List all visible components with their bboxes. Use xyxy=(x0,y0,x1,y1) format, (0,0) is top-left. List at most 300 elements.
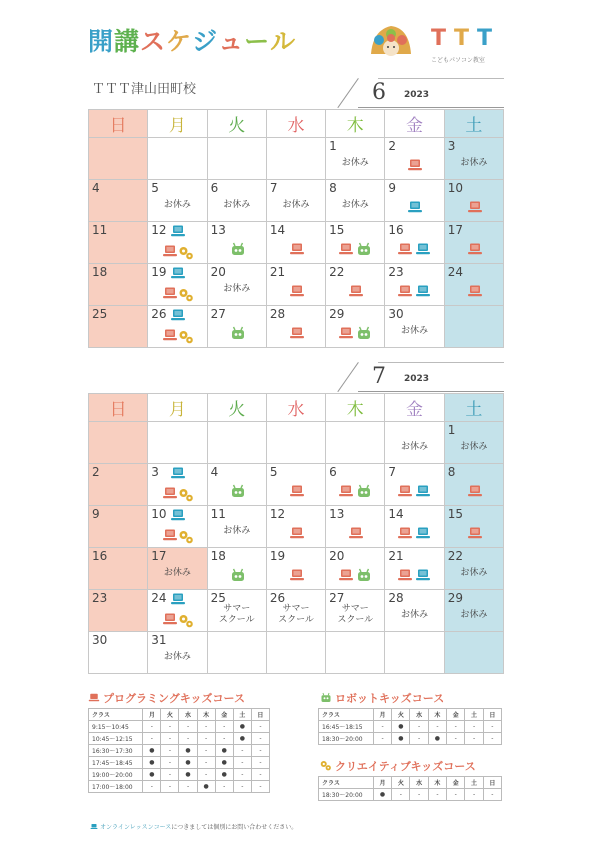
calendar-day-cell xyxy=(444,222,503,264)
day-note: お休み xyxy=(223,284,251,294)
day-number: 1 xyxy=(329,139,337,153)
legend-day-cell: ● xyxy=(428,733,446,745)
weekday-header: 金 xyxy=(385,394,444,422)
legend-time-cell: 18:30〜20:00 xyxy=(319,733,374,745)
calendar-day-cell xyxy=(89,306,148,348)
calendar-day-cell xyxy=(207,548,266,590)
day-number: 27 xyxy=(329,591,345,605)
creative-gears-icon xyxy=(178,488,194,502)
calendar-day-cell xyxy=(444,632,503,674)
robot-green-icon xyxy=(356,484,372,498)
legend-time-cell: 18:30〜20:00 xyxy=(319,789,374,801)
calendar-july xyxy=(88,393,504,674)
calendar-day-cell xyxy=(266,422,325,464)
legend-day-cell: - xyxy=(197,733,215,745)
legend-day-cell: ● xyxy=(215,745,233,757)
legend-day-cell: ● xyxy=(215,769,233,781)
prog-laptop-orange-icon xyxy=(289,526,305,540)
legend-day-cell: - xyxy=(251,733,269,745)
online-laptop-blue-icon xyxy=(407,200,423,214)
day-note: サマー スクール xyxy=(278,604,314,625)
online-laptop-blue-icon xyxy=(415,284,431,298)
day-number: 11 xyxy=(92,223,108,237)
calendar-day-cell xyxy=(266,264,325,306)
prog-laptop-orange-icon xyxy=(467,284,483,298)
legend-day-cell: - xyxy=(215,781,233,793)
robot-green-icon xyxy=(320,692,332,703)
legend-day-cell: - xyxy=(179,721,197,733)
ttt-logo xyxy=(369,20,499,66)
legend-header-cell: 月 xyxy=(373,777,391,789)
calendar-day-cell xyxy=(385,422,444,464)
day-number: 26 xyxy=(151,307,167,321)
legend-day-cell: - xyxy=(465,789,483,801)
day-number: 3 xyxy=(447,139,456,153)
legend-day-cell: ● xyxy=(143,757,161,769)
day-number: 15 xyxy=(329,223,345,237)
prog-laptop-orange-icon xyxy=(289,326,305,340)
online-laptop-blue-icon xyxy=(170,466,186,480)
legend-header-cell: 日 xyxy=(483,709,501,721)
legend-day-cell: ● xyxy=(233,733,251,745)
calendar-day-cell xyxy=(385,548,444,590)
title-char: ル xyxy=(270,27,297,56)
day-number: 22 xyxy=(447,549,463,563)
day-number: 6 xyxy=(329,465,337,479)
calendar-day-cell xyxy=(89,464,148,506)
day-note: お休み xyxy=(223,200,251,210)
day-number: 31 xyxy=(151,633,167,647)
day-number: 2 xyxy=(388,139,397,153)
prog-laptop-orange-icon xyxy=(397,526,413,540)
calendar-day-cell xyxy=(444,180,503,222)
calendar-day-cell xyxy=(207,264,266,306)
legend-day-cell: - xyxy=(161,733,179,745)
legend-header-cell: 金 xyxy=(215,709,233,721)
day-number: 14 xyxy=(388,507,404,521)
calendar-day-cell xyxy=(444,264,503,306)
calendar-june xyxy=(88,109,504,348)
calendar-day-cell xyxy=(385,306,444,348)
legend-header-cell: 土 xyxy=(233,709,251,721)
legend-header-cell: クラス xyxy=(319,777,374,789)
prog-laptop-orange-icon xyxy=(338,568,354,582)
day-number: 23 xyxy=(92,591,108,605)
day-number: 5 xyxy=(151,181,159,195)
legend-day-cell: ● xyxy=(143,745,161,757)
day-number: 21 xyxy=(269,265,286,279)
legend-header-cell: 水 xyxy=(179,709,197,721)
day-number: 13 xyxy=(210,223,226,237)
month-tab-july xyxy=(358,362,504,392)
calendar-day-cell xyxy=(326,306,385,348)
legend-day-cell: - xyxy=(143,721,161,733)
year-label: 2023 xyxy=(404,90,430,100)
calendar-day-cell xyxy=(148,590,207,632)
calendar-day-cell xyxy=(207,464,266,506)
calendar-day-cell xyxy=(266,548,325,590)
logo-subtitle: こどもパソコン教室 xyxy=(431,57,485,64)
prog-laptop-orange-icon xyxy=(289,242,305,256)
calendar-day-cell xyxy=(326,548,385,590)
prog-laptop-orange-icon xyxy=(397,242,413,256)
legend-day-cell: - xyxy=(447,733,465,745)
calendar-day-cell xyxy=(148,422,207,464)
prog-laptop-orange-icon xyxy=(338,326,354,340)
calendar-day-cell xyxy=(89,632,148,674)
day-number: 21 xyxy=(388,549,404,563)
legend-day-cell: - xyxy=(251,721,269,733)
legend-day-cell: ● xyxy=(179,745,197,757)
legend-header-cell: 水 xyxy=(410,709,428,721)
prog-laptop-orange-icon xyxy=(397,484,413,498)
page-title xyxy=(88,22,296,58)
robot-green-icon xyxy=(356,326,372,340)
calendar-day-cell xyxy=(89,422,148,464)
day-number: 3 xyxy=(151,465,159,479)
day-number: 10 xyxy=(151,507,167,521)
day-note: お休み xyxy=(401,442,429,452)
year-label: 2023 xyxy=(404,374,430,384)
calendar-day-cell xyxy=(326,632,385,674)
day-number: 17 xyxy=(447,223,463,237)
legend-header-cell: 日 xyxy=(251,709,269,721)
legend-header-cell: 土 xyxy=(465,709,483,721)
online-laptop-blue-icon xyxy=(170,308,186,322)
legend-day-cell: - xyxy=(215,733,233,745)
day-number: 5 xyxy=(269,465,278,479)
legend-header-cell: 火 xyxy=(161,709,179,721)
legend-header-cell: クラス xyxy=(89,709,143,721)
day-number: 16 xyxy=(92,549,108,563)
weekday-header: 火 xyxy=(207,394,266,422)
calendar-day-cell xyxy=(148,306,207,348)
legend-day-cell: - xyxy=(373,733,391,745)
day-number: 28 xyxy=(269,307,286,321)
calendar-day-cell xyxy=(89,506,148,548)
legend-time-cell: 16:45〜18:15 xyxy=(319,721,374,733)
legend-day-cell: ● xyxy=(215,757,233,769)
title-char: ケ xyxy=(166,27,193,56)
legend-day-cell: - xyxy=(197,745,215,757)
legend-table-robot xyxy=(318,708,502,745)
prog-laptop-orange-icon xyxy=(348,526,364,540)
legend-day-cell: - xyxy=(197,769,215,781)
creative-gears-icon xyxy=(178,614,194,628)
legend-day-cell: - xyxy=(143,733,161,745)
calendar-day-cell xyxy=(266,138,325,180)
calendar-day-cell xyxy=(207,506,266,548)
day-note: お休み xyxy=(460,568,488,578)
creative-gears-icon xyxy=(178,246,194,260)
calendar-day-cell xyxy=(207,180,266,222)
legend-header-cell: クラス xyxy=(319,709,374,721)
legend-day-cell: - xyxy=(428,721,446,733)
day-number: 8 xyxy=(447,465,456,479)
legend-day-cell: ● xyxy=(179,757,197,769)
day-number: 29 xyxy=(329,307,345,321)
calendar-day-cell xyxy=(89,590,148,632)
legend-header-cell: 水 xyxy=(410,777,428,789)
legend-day-cell: ● xyxy=(392,721,410,733)
prog-laptop-orange-icon xyxy=(289,484,305,498)
prog-laptop-orange-icon xyxy=(338,484,354,498)
online-laptop-blue-icon xyxy=(415,526,431,540)
day-number: 12 xyxy=(151,223,167,237)
legend-day-cell: - xyxy=(447,789,465,801)
day-number: 26 xyxy=(269,591,286,605)
calendar-day-cell xyxy=(207,138,266,180)
day-note: お休み xyxy=(460,158,488,168)
legend-day-cell: - xyxy=(251,745,269,757)
day-note: お休み xyxy=(401,326,429,336)
online-laptop-blue-icon xyxy=(90,823,98,830)
calendar-day-cell xyxy=(148,506,207,548)
calendar-day-cell xyxy=(326,464,385,506)
weekday-header: 土 xyxy=(444,110,503,138)
day-number: 20 xyxy=(329,549,345,563)
month-number: 6 xyxy=(372,80,386,105)
calendar-day-cell xyxy=(326,180,385,222)
logo-text: T T T xyxy=(431,26,495,51)
calendar-day-cell xyxy=(89,180,148,222)
calendar-day-cell xyxy=(385,464,444,506)
day-number: 18 xyxy=(92,265,108,279)
legend-header-cell: 木 xyxy=(428,777,446,789)
prog-laptop-orange-icon xyxy=(407,158,423,172)
day-number: 30 xyxy=(388,307,404,321)
legend-day-cell: - xyxy=(161,745,179,757)
calendar-day-cell xyxy=(207,422,266,464)
calendar-day-cell xyxy=(385,506,444,548)
day-note: お休み xyxy=(163,652,191,662)
calendar-day-cell xyxy=(326,590,385,632)
day-note: お休み xyxy=(401,610,429,620)
footer-note: オンラインレッスンコースにつきましては個別にお問い合わせください。 xyxy=(90,822,297,831)
day-number: 17 xyxy=(151,549,167,563)
day-number: 16 xyxy=(388,223,404,237)
legend-day-cell: ● xyxy=(143,769,161,781)
prog-laptop-orange-icon xyxy=(467,526,483,540)
day-note: お休み xyxy=(341,200,369,210)
creative-gears-icon xyxy=(178,530,194,544)
calendar-day-cell xyxy=(326,222,385,264)
day-number: 24 xyxy=(151,591,167,605)
calendar-day-cell xyxy=(148,138,207,180)
day-number: 9 xyxy=(92,507,100,521)
day-note: サマー スクール xyxy=(337,604,374,625)
day-number: 29 xyxy=(447,591,463,605)
legend-day-cell: - xyxy=(428,789,446,801)
legend-day-cell: - xyxy=(197,721,215,733)
prog-laptop-orange-icon xyxy=(467,484,483,498)
weekday-header: 土 xyxy=(444,394,503,422)
calendar-day-cell xyxy=(148,548,207,590)
day-note: サマー スクール xyxy=(218,604,255,625)
legend-day-cell: - xyxy=(251,781,269,793)
legend-header-cell: 月 xyxy=(373,709,391,721)
calendar-day-cell xyxy=(385,264,444,306)
calendar-day-cell xyxy=(385,180,444,222)
title-char: ュ xyxy=(218,27,245,56)
legend-title-robot: ロボットキッズコース xyxy=(320,690,444,706)
legend-table-creative xyxy=(318,776,502,801)
calendar-day-cell xyxy=(444,506,503,548)
prog-laptop-orange-icon xyxy=(162,286,178,300)
day-number: 11 xyxy=(210,507,226,521)
online-laptop-blue-icon xyxy=(170,592,186,606)
day-number: 1 xyxy=(447,423,456,437)
online-laptop-blue-icon xyxy=(170,266,186,280)
legend-day-cell: ● xyxy=(392,733,410,745)
calendar-day-cell xyxy=(207,306,266,348)
calendar-day-cell xyxy=(326,138,385,180)
calendar-day-cell xyxy=(326,506,385,548)
calendar-day-cell xyxy=(266,590,325,632)
day-number: 13 xyxy=(329,507,345,521)
day-note: お休み xyxy=(282,200,310,210)
legend-time-cell: 9:15〜10:45 xyxy=(89,721,143,733)
day-note: お休み xyxy=(460,610,488,620)
legend-title-creative: クリエイティブキッズコース xyxy=(320,758,476,774)
day-number: 19 xyxy=(269,549,286,563)
legend-header-cell: 土 xyxy=(465,777,483,789)
calendar-day-cell xyxy=(266,632,325,674)
legend-day-cell: ● xyxy=(233,721,251,733)
legend-day-cell: ● xyxy=(179,769,197,781)
title-char: 講 xyxy=(114,27,141,56)
calendar-day-cell xyxy=(89,138,148,180)
calendar-day-cell xyxy=(326,264,385,306)
calendar-day-cell xyxy=(326,422,385,464)
legend-header-cell: 日 xyxy=(483,777,501,789)
robot-green-icon xyxy=(230,484,246,498)
legend-day-cell: - xyxy=(161,781,179,793)
legend-time-cell: 19:00〜20:00 xyxy=(89,769,143,781)
title-char: ー xyxy=(244,27,271,56)
day-number: 27 xyxy=(210,307,226,321)
legend-day-cell: - xyxy=(251,757,269,769)
calendar-day-cell xyxy=(385,222,444,264)
day-number: 19 xyxy=(151,265,167,279)
online-laptop-blue-icon xyxy=(415,484,431,498)
legend-header-cell: 火 xyxy=(392,709,410,721)
legend-day-cell: - xyxy=(233,769,251,781)
prog-laptop-orange-icon xyxy=(289,568,305,582)
legend-day-cell: - xyxy=(373,721,391,733)
legend-day-cell: - xyxy=(233,745,251,757)
legend-day-cell: ● xyxy=(373,789,391,801)
legend-day-cell: - xyxy=(179,733,197,745)
calendar-day-cell xyxy=(148,264,207,306)
legend-day-cell: - xyxy=(465,733,483,745)
day-note: お休み xyxy=(341,158,369,168)
weekday-header: 木 xyxy=(326,110,385,138)
day-number: 30 xyxy=(92,633,108,647)
day-number: 7 xyxy=(388,465,397,479)
prog-laptop-orange-icon xyxy=(397,284,413,298)
calendar-day-cell xyxy=(89,264,148,306)
legend-day-cell: - xyxy=(161,721,179,733)
legend-time-cell: 17:45〜18:45 xyxy=(89,757,143,769)
day-number: 23 xyxy=(388,265,404,279)
day-number: 15 xyxy=(447,507,463,521)
prog-laptop-orange-icon xyxy=(338,242,354,256)
month-number: 7 xyxy=(372,364,386,389)
calendar-day-cell xyxy=(266,464,325,506)
day-number: 7 xyxy=(269,181,278,195)
day-number: 2 xyxy=(92,465,100,479)
creative-gears-icon xyxy=(178,288,194,302)
day-number: 9 xyxy=(388,181,397,195)
calendar-day-cell xyxy=(444,306,503,348)
prog-laptop-orange-icon xyxy=(348,284,364,298)
legend-day-cell: - xyxy=(447,721,465,733)
legend-day-cell: - xyxy=(483,789,501,801)
online-laptop-blue-icon xyxy=(415,242,431,256)
legend-day-cell: - xyxy=(143,781,161,793)
legend-day-cell: - xyxy=(161,757,179,769)
calendar-day-cell xyxy=(266,506,325,548)
calendar-day-cell xyxy=(148,222,207,264)
weekday-header: 月 xyxy=(148,110,207,138)
legend-day-cell: - xyxy=(179,781,197,793)
legend-time-cell: 17:00〜18:00 xyxy=(89,781,143,793)
robot-green-icon xyxy=(356,242,372,256)
legend-title-programming: プログラミングキッズコース xyxy=(88,690,245,706)
day-number: 28 xyxy=(388,591,404,605)
prog-laptop-orange-icon xyxy=(467,242,483,256)
online-laptop-blue-icon xyxy=(170,508,186,522)
day-number: 14 xyxy=(269,223,286,237)
day-number: 12 xyxy=(269,507,286,521)
legend-time-cell: 10:45〜12:15 xyxy=(89,733,143,745)
title-char: ジ xyxy=(192,27,219,56)
legend-header-cell: 金 xyxy=(447,709,465,721)
legend-header-cell: 木 xyxy=(197,709,215,721)
prog-laptop-orange-icon xyxy=(289,284,305,298)
robot-green-icon xyxy=(356,568,372,582)
calendar-day-cell xyxy=(444,138,503,180)
legend-header-cell: 金 xyxy=(447,777,465,789)
legend-day-cell: - xyxy=(161,769,179,781)
weekday-header: 火 xyxy=(207,110,266,138)
day-number: 10 xyxy=(447,181,463,195)
title-char: 開 xyxy=(88,27,115,56)
legend-header-cell: 月 xyxy=(143,709,161,721)
prog-laptop-orange-icon xyxy=(162,328,178,342)
prog-laptop-orange-icon xyxy=(88,692,100,703)
legend-day-cell: - xyxy=(410,733,428,745)
calendar-day-cell xyxy=(89,222,148,264)
calendar-day-cell xyxy=(444,422,503,464)
creative-gears-icon xyxy=(320,760,332,771)
day-number: 22 xyxy=(329,265,345,279)
legend-day-cell: - xyxy=(251,769,269,781)
calendar-day-cell xyxy=(266,222,325,264)
robot-green-icon xyxy=(230,568,246,582)
calendar-day-cell xyxy=(266,180,325,222)
weekday-header: 月 xyxy=(148,394,207,422)
online-laptop-blue-icon xyxy=(170,224,186,238)
prog-laptop-orange-icon xyxy=(162,486,178,500)
legend-header-cell: 木 xyxy=(428,709,446,721)
calendar-day-cell xyxy=(444,590,503,632)
day-note: お休み xyxy=(163,568,191,578)
legend-day-cell: - xyxy=(392,789,410,801)
day-note: お休み xyxy=(460,442,488,452)
calendar-day-cell xyxy=(148,464,207,506)
